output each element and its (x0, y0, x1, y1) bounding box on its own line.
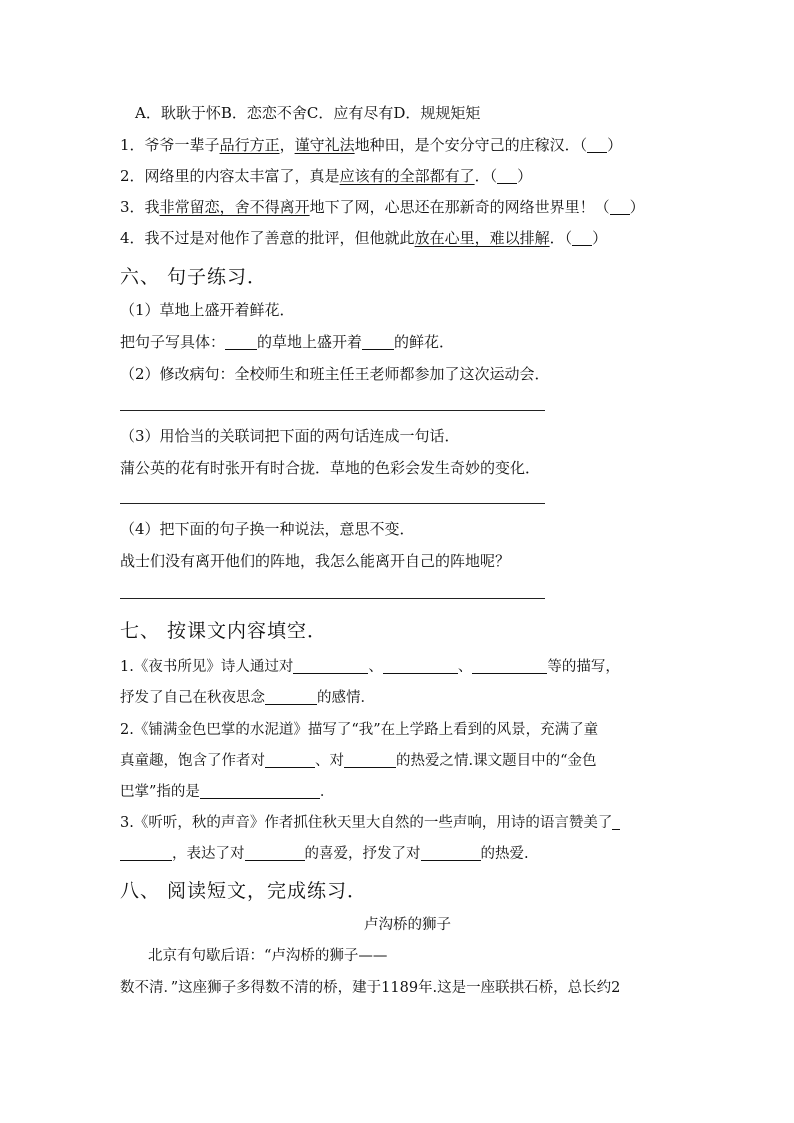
underlined-phrase: 品行方正 (219, 136, 280, 154)
item-number: 2． (120, 167, 145, 185)
task-text: 把句子写具体： (120, 333, 226, 351)
fill-text: 的喜爱，抒发了对 (304, 846, 421, 862)
fill-item-2-cont (120, 749, 597, 770)
answer-blank[interactable] (265, 690, 317, 706)
answer-blank[interactable] (497, 168, 517, 184)
item-text: 地下了网，心思还在那新奇的网络世界里！（ (309, 198, 610, 216)
item-text: ） (592, 229, 608, 247)
section-heading-7: 七、 按课文内容填空． (120, 620, 328, 642)
task-text: 的鲜花． (394, 333, 455, 351)
answer-line[interactable] (120, 410, 545, 411)
answer-blank[interactable] (344, 753, 396, 769)
answer-blank[interactable] (245, 846, 305, 862)
answer-blank[interactable] (421, 846, 481, 862)
answer-blank[interactable] (383, 659, 458, 675)
fill-text: 抒发了自己在秋夜思念 (120, 690, 265, 706)
fill-text: ，表达了对 (172, 846, 245, 862)
section-heading-8: 八、 阅读短文，完成练习． (120, 880, 368, 902)
fill-text: 、 (368, 659, 383, 675)
answer-line[interactable] (120, 598, 545, 599)
question-2: （2）修改病句：全校师生和班主任王老师都参加了这次运动会． (120, 365, 550, 383)
underlined-phrase: 谨守礼法 (294, 136, 355, 154)
fill-item-1-cont (120, 686, 375, 707)
item-text: 网络里的内容太丰富了，真是 (144, 167, 340, 185)
item-number: 1． (120, 136, 145, 154)
answer-blank[interactable] (200, 784, 320, 800)
fill-text: 等的描写， (547, 659, 620, 675)
question-3-text: 蒲公英的花有时张开有时合拢．草地的色彩会发生奇妙的变化． (120, 459, 541, 477)
item-text: ） (607, 136, 623, 154)
fill-item-2: 2.《铺满金色巴掌的水泥道》描写了“我”在上学路上看到的风景，充满了童 (120, 722, 599, 738)
answer-blank[interactable] (612, 815, 620, 831)
fill-text: 巴掌”指的是 (120, 784, 200, 800)
fill-text: 1.《夜书所见》诗人通过对 (120, 659, 294, 675)
fill-text: 的热爱之情.课文题目中的“金色 (396, 753, 597, 769)
answer-line[interactable] (120, 503, 545, 504)
answer-blank[interactable] (293, 659, 368, 675)
exercise-item-2 (120, 165, 532, 186)
item-text: 我 (144, 198, 160, 216)
fill-text: 、 (457, 659, 473, 675)
item-text: 爷爷一辈子 (144, 136, 220, 154)
item-text: ） (517, 167, 533, 185)
section-heading-6: 六、 句子练习． (120, 266, 268, 288)
fill-text: 、对 (315, 753, 344, 769)
fill-text: 3.《听听，秋的声音》作者抓住秋天里大自然的一些声响，用诗的语言赞美了 (120, 815, 613, 831)
answer-blank[interactable] (265, 753, 315, 769)
fill-item-3 (120, 811, 620, 832)
passage-paragraph: 北京有句歇后语：“卢沟桥的狮子—— (148, 948, 388, 964)
passage-paragraph: 数不清．”这座狮子多得数不清的桥，建于1189年.这是一座联拱石桥，总长约2 (120, 980, 621, 996)
question-4-text: 战士们没有离开他们的阵地，我怎么能离开自己的阵地呢？ (120, 552, 511, 570)
fill-item-1 (120, 655, 620, 676)
item-text: ．（ (549, 229, 573, 247)
question-1: （1）草地上盛开着鲜花． (120, 301, 295, 319)
fill-item-3-cont (120, 842, 529, 863)
task-text: 的草地上盛开着 (257, 333, 363, 351)
answer-blank[interactable] (610, 199, 630, 215)
passage-title: 卢沟桥的狮子 (364, 917, 451, 933)
answer-blank[interactable] (225, 334, 257, 350)
item-text: 我不过是对他作了善意的批评，但他就此 (144, 229, 415, 247)
item-number: 4． (120, 229, 145, 247)
item-number: 3． (120, 198, 145, 216)
item-text: ） (629, 198, 645, 216)
options-line: A．耿耿于怀B．恋恋不舍C．应有尽有D．规规矩矩 (135, 104, 481, 122)
item-text: ， (279, 136, 295, 154)
item-text: ．（ (474, 167, 498, 185)
answer-blank[interactable] (587, 137, 607, 153)
fill-text: 的感情． (317, 690, 375, 706)
question-3: （3）用恰当的关联词把下面的两句话连成一句话． (120, 427, 460, 445)
fill-text: 真童趣，饱含了作者对 (120, 753, 265, 769)
exercise-item-4 (120, 227, 607, 248)
question-1-task (120, 331, 454, 352)
exercise-item-3 (120, 196, 645, 217)
underlined-phrase: 放在心里，难以排解 (414, 229, 550, 247)
exercise-item-1 (120, 134, 622, 155)
item-text: 地种田，是个安分守己的庄稼汉．（ (354, 136, 588, 154)
underlined-phrase: 应该有的全部都有了 (339, 167, 475, 185)
answer-blank[interactable] (362, 334, 394, 350)
answer-blank[interactable] (572, 230, 592, 246)
answer-blank[interactable] (120, 846, 172, 862)
fill-text: ． (319, 784, 335, 800)
underlined-phrase: 非常留恋，舍不得离开 (159, 198, 310, 216)
answer-blank[interactable] (472, 659, 547, 675)
fill-text: 的热爱. (480, 846, 529, 862)
fill-item-2-cont2 (120, 780, 334, 801)
question-4: （4）把下面的句子换一种说法，意思不变． (120, 520, 415, 538)
